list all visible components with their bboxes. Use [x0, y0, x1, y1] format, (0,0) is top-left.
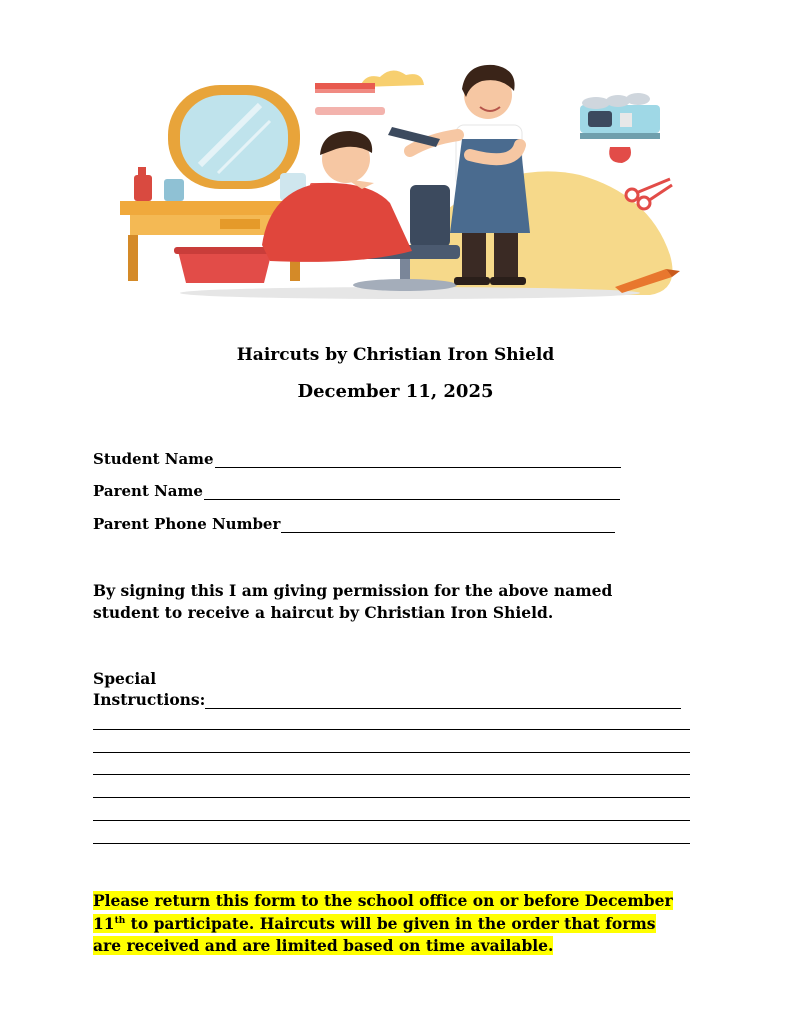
comb-icon: [315, 83, 375, 93]
hair-dryer-icon: [609, 147, 631, 163]
special-instructions-label: Special: [93, 669, 157, 688]
parent-name-label: Parent Name: [93, 482, 203, 500]
instructions-label: Instructions:: [93, 690, 206, 709]
notice-day: 11: [93, 913, 115, 933]
special-instructions-field[interactable]: [93, 690, 681, 709]
student-name-field[interactable]: [93, 450, 621, 468]
jar-icon: [164, 179, 184, 201]
instructions-blank-line[interactable]: [93, 797, 690, 798]
parent-phone-field[interactable]: [93, 515, 615, 533]
page-title: Haircuts by Christian Iron Shield: [236, 345, 555, 365]
barbershop-illustration: [110, 55, 690, 305]
notice-line: [93, 914, 656, 933]
notice-day-suffix: th: [114, 915, 126, 926]
parent-name-blank[interactable]: [204, 483, 620, 500]
parent-name-field[interactable]: [93, 482, 620, 500]
bottle-icon: [134, 175, 152, 201]
permission-line: By signing this I am giving permission for the above named: [93, 581, 613, 600]
permission-line: student to receive a haircut by Christian Iron Shield.: [93, 603, 554, 622]
bucket-icon: [178, 251, 272, 283]
instructions-blank-line[interactable]: [93, 752, 690, 753]
instructions-blank-line[interactable]: [93, 843, 690, 844]
parent-phone-blank[interactable]: [281, 516, 615, 533]
instructions-blank-line[interactable]: [93, 774, 690, 775]
clipper-icon: [315, 107, 385, 115]
parent-phone-label: Parent Phone Number: [93, 515, 281, 533]
barber-chair-back: [410, 185, 450, 247]
instructions-blank-line[interactable]: [93, 729, 690, 730]
notice-line-rest: to participate. Haircuts will be given in the order that forms: [125, 913, 656, 933]
mirror-glass: [180, 95, 288, 181]
student-name-label: Student Name: [93, 450, 214, 468]
instructions-blank[interactable]: [205, 692, 681, 709]
instructions-blank-line[interactable]: [93, 820, 690, 821]
notice-line: are received and are limited based on time available.: [93, 936, 554, 955]
return-notice: [93, 890, 703, 958]
permission-statement: [93, 580, 693, 624]
event-date: December 11, 2025: [297, 381, 494, 402]
notice-line: Please return this form to the school office on or before December: [93, 891, 673, 910]
student-name-blank[interactable]: [215, 451, 621, 468]
